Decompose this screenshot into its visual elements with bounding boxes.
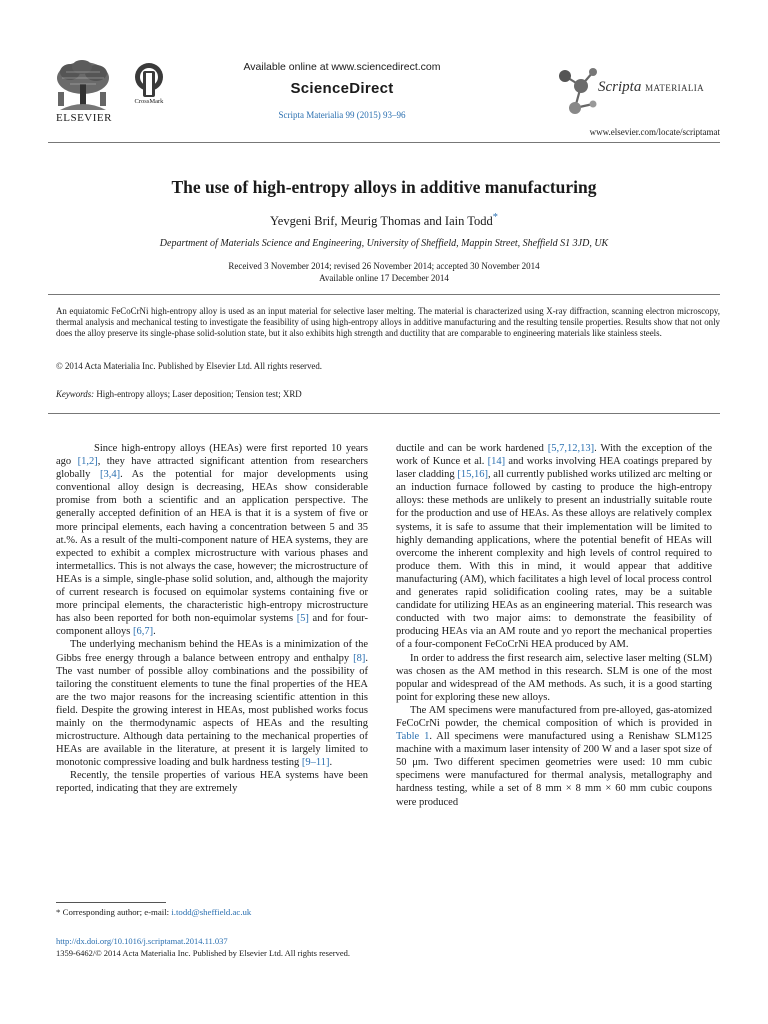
text-run: . As the potential for major developments using conventional alloy design is decreasing, HEAs show considerable promise from both a scientific and an application perspective. The generally accepted definition of an HEA is that it is a system of five or more principal elements, each having a concentration between 5 and 35 at.%. As a result of the multi-component nature of HEA systems, they are expected to exhibit a complex microstructure with various phases and intermetallics. This is not always the case, however; the microstructure of HEAs is a simple, single-phase solid solution, and, although the majority of current research is focused on equimolar systems containing five or more principal elements, the characteristic high-entropy microstructure has also been reported for both non-equimolar systems <box>56 469 368 625</box>
crossmark-label: CrossMark <box>134 98 164 105</box>
reference-link[interactable]: [5,7,12,13] <box>547 443 595 454</box>
journal-name-sub: MATERIALIA <box>645 83 705 93</box>
body-paragraph <box>56 442 368 638</box>
available-online-text: Available online at www.sciencedirect.com <box>243 61 441 73</box>
received-dates: Received 3 November 2014; revised 26 November 2014; accepted 30 November 2014 <box>228 261 540 271</box>
body-paragraph: Recently, the tensile properties of various HEA systems have been reported, indicating that they are extremely <box>56 770 368 795</box>
body-column-left <box>56 442 368 796</box>
available-date: Available online 17 December 2014 <box>319 273 449 283</box>
reference-link[interactable]: [15,16] <box>457 469 488 481</box>
text-run: . With the exception of the work of Kunce et al. <box>396 443 712 468</box>
reference-link[interactable]: [8] <box>353 652 366 664</box>
doi-link[interactable]: http://dx.doi.org/10.1016/j.scriptamat.2014.11.037 <box>56 936 228 946</box>
author-affiliation: Department of Materials Science and Engineering, University of Sheffield, Mappin Street, Sheffield S1 3JD, UK <box>159 238 609 249</box>
reference-link[interactable]: [1,2] <box>77 456 98 468</box>
text-run: . The vast number of possible alloy combinations and the possibility of tailoring the constituent elements to tune the final properties of the HEA are the two major reasons for the increasing scientific attention in this field. Despite the growing interest in HEAs, most published works focus mainly on the thermodynamic aspects of HEAs and the resulting microstructure. Although data pertaining to the mechanical properties of HEAs are available in the literature, at present it is largely limited to monotonic compressive loading and bulk hardness testing <box>56 652 368 769</box>
text-run: ductile and can be work hardened <box>396 443 548 454</box>
journal-name-main: Scripta <box>598 79 642 95</box>
text-run: . <box>153 626 156 638</box>
author-names: Yevgeni Brif, Meurig Thomas and Iain Todd <box>270 214 493 229</box>
header-divider <box>48 142 720 143</box>
footnote-divider <box>56 902 166 903</box>
body-paragraph <box>56 638 368 769</box>
footnote-text: Corresponding author; e-mail: <box>62 907 172 917</box>
journal-citation-link[interactable]: Scripta Materialia 99 (2015) 93–96 <box>278 110 406 120</box>
article-authors <box>48 212 720 229</box>
reference-link[interactable]: [6,7] <box>133 626 154 638</box>
text-run: The AM specimens were manufactured from pre-alloyed, gas-atomized FeCoCrNi powder, the chemical composition of which is provided in <box>396 704 712 729</box>
crossmark-icon[interactable] <box>133 61 165 101</box>
abstract-copyright: © 2014 Acta Materialia Inc. Published by Elsevier Ltd. All rights reserved. <box>56 361 323 371</box>
body-paragraph <box>396 442 712 652</box>
text-run: , they have attracted significant attention from researchers globally <box>56 456 368 481</box>
text-run: Since high-entropy alloys (HEAs) were first reported 10 years ago <box>56 443 368 468</box>
article-dates <box>48 260 720 284</box>
text-run: and works involving HEA coatings prepared by laser cladding <box>396 456 713 481</box>
issn-copyright: 1359-6462/© 2014 Acta Materialia Inc. Published by Elsevier Ltd. All rights reserved. <box>56 948 350 958</box>
corresponding-author-mark[interactable]: * <box>492 212 498 223</box>
footnote-mark: * <box>56 907 61 917</box>
text-run: The underlying mechanism behind the HEAs is a minimization of the Gibbs free energy through a balance between entropy and enthalpy <box>56 639 368 664</box>
author-email-link[interactable]: i.todd@sheffield.ac.uk <box>171 907 252 917</box>
text-run: , all currently published works utilized arc melting or an induction furnace followed by casting to produce the high-entropy alloys: these methods are unlikely to present an industrially suitable route for the production and use of HEAs. As these alloys are relatively complex systems, it is safe to assume that their implementation will be limited to highly demanding applications, where the potential benefit of HEAs will overcome the inherent complexity and high levels of control required to produce them. With this in mind, it would appear that additive manufacturing (AM), which facilitates a high level of local process control and generates rapid solidification cooling rates, may be a suitable candidate for utilizing HEAs as an engineering material. This research was conducted with two major aims: to demonstrate the feasibility of producing HEAs via an AM route and yo report the mechanical properties of a four-component FeCoCrNi HEA produced by AM. <box>396 469 712 651</box>
reference-link[interactable]: [9–11] <box>301 757 330 769</box>
reference-link[interactable]: [3,4] <box>99 469 121 481</box>
table-link[interactable]: Table 1 <box>396 731 430 743</box>
publisher-name: ELSEVIER <box>56 112 112 124</box>
abstract-top-divider <box>48 294 720 295</box>
reference-link[interactable]: [14] <box>487 456 506 468</box>
journal-wordmark <box>598 79 704 96</box>
text-run: . All specimens were manufactured using a Renishaw SLM125 machine with a maximum laser intensity of 200 W and a laser spot size of 50 μm. Two different specimen geometries were used: 10 mm cubic specimens were manufactured for thermal analysis, metallography and hardness testing, while a set of 8 mm × 8 mm × 60 mm cubic coupons were produced <box>396 731 713 808</box>
corresponding-author-footnote <box>56 907 376 917</box>
keywords <box>56 389 720 399</box>
keywords-label: Keywords: <box>56 389 95 399</box>
abstract-bottom-divider <box>48 413 720 414</box>
article-title: The use of high-entropy alloys in additive manufacturing <box>171 177 597 197</box>
keywords-list: High-entropy alloys; Laser deposition; Tension test; XRD <box>96 389 302 399</box>
abstract-text: An equiatomic FeCoCrNi high-entropy alloy is used as an input material for selective laser melting. The material is characterized using X-ray diffraction, scanning electron microscopy, thermal analysis and mechanical testing to investigate the feasibility of using high-entropy alloys in additive manufacturing and the resulting tensile properties. Results show that not only does the alloy preserve its single-phase solid-solution state, but it also exhibits high strength and ductility that are comparable to engineering materials like stainless steels. <box>56 306 720 339</box>
text-run: and for four-component alloys <box>56 613 368 638</box>
journal-url[interactable]: www.elsevier.com/locate/scriptamat <box>589 127 720 137</box>
body-paragraph <box>396 704 712 809</box>
elsevier-tree-logo-icon <box>52 58 114 114</box>
sciencedirect-wordmark: ScienceDirect <box>290 80 394 97</box>
body-column-right <box>396 442 712 809</box>
text-run: . <box>329 757 333 769</box>
body-paragraph: In order to address the first research aim, selective laser melting (SLM) was chosen as the AM method in this research. SLM is one of the most popular and widespread of the AM methods. As such, it is a good starting point for exploring these new alloys. <box>396 652 712 703</box>
reference-link[interactable]: [5] <box>296 613 309 625</box>
